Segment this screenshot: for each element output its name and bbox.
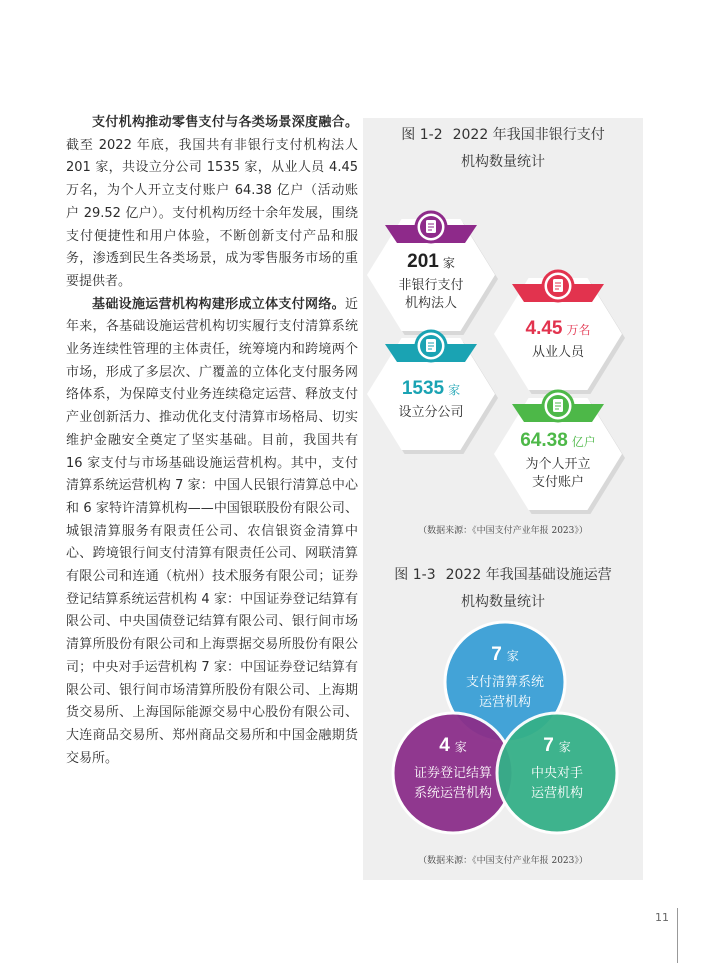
figure-1-2-number: 图 1-2 xyxy=(401,127,443,143)
venn-label-line2: 运营机构 xyxy=(530,786,584,801)
page-number: 11 xyxy=(655,911,669,924)
figure-1-2-title-line2: 机构数量统计 xyxy=(461,154,545,170)
figure-1-3-title-line2: 机构数量统计 xyxy=(461,594,545,610)
stat-label: 支付账户 xyxy=(531,475,585,490)
stat-unit: 万名 xyxy=(566,323,591,337)
figure-1-3-title-line1: 2022 年我国基础设施运营 xyxy=(445,567,612,583)
stat-label: 机构法人 xyxy=(404,296,458,311)
stat-unit: 家 xyxy=(442,256,455,270)
figure-1-2-title-line1: 2022 年我国非银行支付 xyxy=(452,127,605,143)
stat-number: 64.38 xyxy=(520,430,568,451)
stat-badge-1 xyxy=(494,271,625,394)
stat-badge-0 xyxy=(367,212,498,335)
paragraph-1-heading: 支付机构推动零售支付与各类场景深度融合。 xyxy=(92,115,358,130)
document-icon xyxy=(426,339,436,352)
venn-label-line1: 支付清算系统 xyxy=(465,675,545,690)
stat-badge-2 xyxy=(367,331,498,454)
paragraph-2-heading: 基础设施运营机构构建形成立体支付网络。 xyxy=(92,296,345,312)
document-icon xyxy=(426,220,436,233)
stat-label: 从业人员 xyxy=(531,345,585,360)
stat-unit: 亿户 xyxy=(571,435,596,449)
venn-label-line2: 系统运营机构 xyxy=(413,786,493,801)
document-icon xyxy=(553,399,563,412)
stat-number: 4.45 xyxy=(525,318,563,339)
paragraph-1-text: 截至 2022 年底，我国共有非银行支付机构法人 201 家，共设立分公司 1535 家，从业人员 4.45 万名，为个人开立支付账户 64.38 亿户（活动账户 29.52 亿户）。支付机构历经十余年发展，围绕支付便捷性和用户体验，不断创新支付产品和服务，渗透到民生各类场景，成为零售服务市场的重要提供者。 xyxy=(66,137,358,289)
figure-1-3-title xyxy=(363,562,643,616)
figure-panel xyxy=(363,118,643,880)
stat-unit: 家 xyxy=(448,383,461,397)
paragraph-2-text: 近年来，各基础设施运营机构切实履行支付清算系统业务连续性管理的主体责任，统筹境内和跨境两个市场，形成了多层次、广覆盖的立体化支付服务网络体系，为保障支付业务连续稳定运营、释放支付产业创新活力、推动优化支付清算市场格局、切实维护金融安全奠定了坚实基础。目前，我国共有 16 家支付与市场基础设施运营机构。其中，支付清算系统运营机构 7 家：中国人民银行清算总中心和 6 家特许清算机构——中国银联股份有限公司、城银清算服务有限责任公司、农信银资金清算中心、跨境银行间支付清算有限责任公司、网联清算有限公司和连通（杭州）技术服务有限公司；证券登记结算系统运营机构 4 家：中国证券登记结算有限公司、中央国债登记结算有限公司、银行间市场清算所股份有限公司和上海票据交易所股份有限公司；中央对手运营机构 7 家：中国证券登记结算有限公司、银行间市场清算所股份有限公司、上海期货交易所、上海国际能源交易中心股份有限公司、大连商品交易所、郑州商品交易所和中国金融期货交易所。 xyxy=(66,296,358,766)
stat-number: 201 xyxy=(407,251,439,272)
figure-1-3-number: 图 1-3 xyxy=(394,567,436,583)
venn-label-line2: 运营机构 xyxy=(478,695,532,710)
stat-label: 设立分公司 xyxy=(398,405,464,420)
page-margin-line xyxy=(677,908,678,963)
figure-1-3-source: （数据来源：《中国支付产业年报 2023》） xyxy=(418,856,588,866)
stat-number: 1535 xyxy=(401,378,445,399)
venn-unit: 家 xyxy=(454,740,467,754)
document-icon xyxy=(553,279,563,292)
figure-1-3-graphic xyxy=(363,618,643,840)
venn-number: 7 xyxy=(543,735,554,756)
stat-badge-3 xyxy=(494,391,625,514)
venn-label-line1: 证券登记结算 xyxy=(413,766,493,781)
venn-unit: 家 xyxy=(506,649,519,663)
venn-unit: 家 xyxy=(558,740,571,754)
paragraph-2 xyxy=(66,294,358,771)
venn-label-line1: 中央对手 xyxy=(530,766,584,781)
venn-number: 7 xyxy=(491,644,502,665)
stat-label: 非银行支付 xyxy=(398,278,464,293)
body-text xyxy=(66,112,358,770)
figure-1-2-title xyxy=(363,122,643,176)
venn-number: 4 xyxy=(439,735,450,756)
figure-1-2-source: （数据来源：《中国支付产业年报 2023》） xyxy=(418,526,588,536)
stat-label: 为个人开立 xyxy=(525,457,591,472)
paragraph-1 xyxy=(66,112,358,294)
figure-1-2-graphic xyxy=(363,178,643,514)
